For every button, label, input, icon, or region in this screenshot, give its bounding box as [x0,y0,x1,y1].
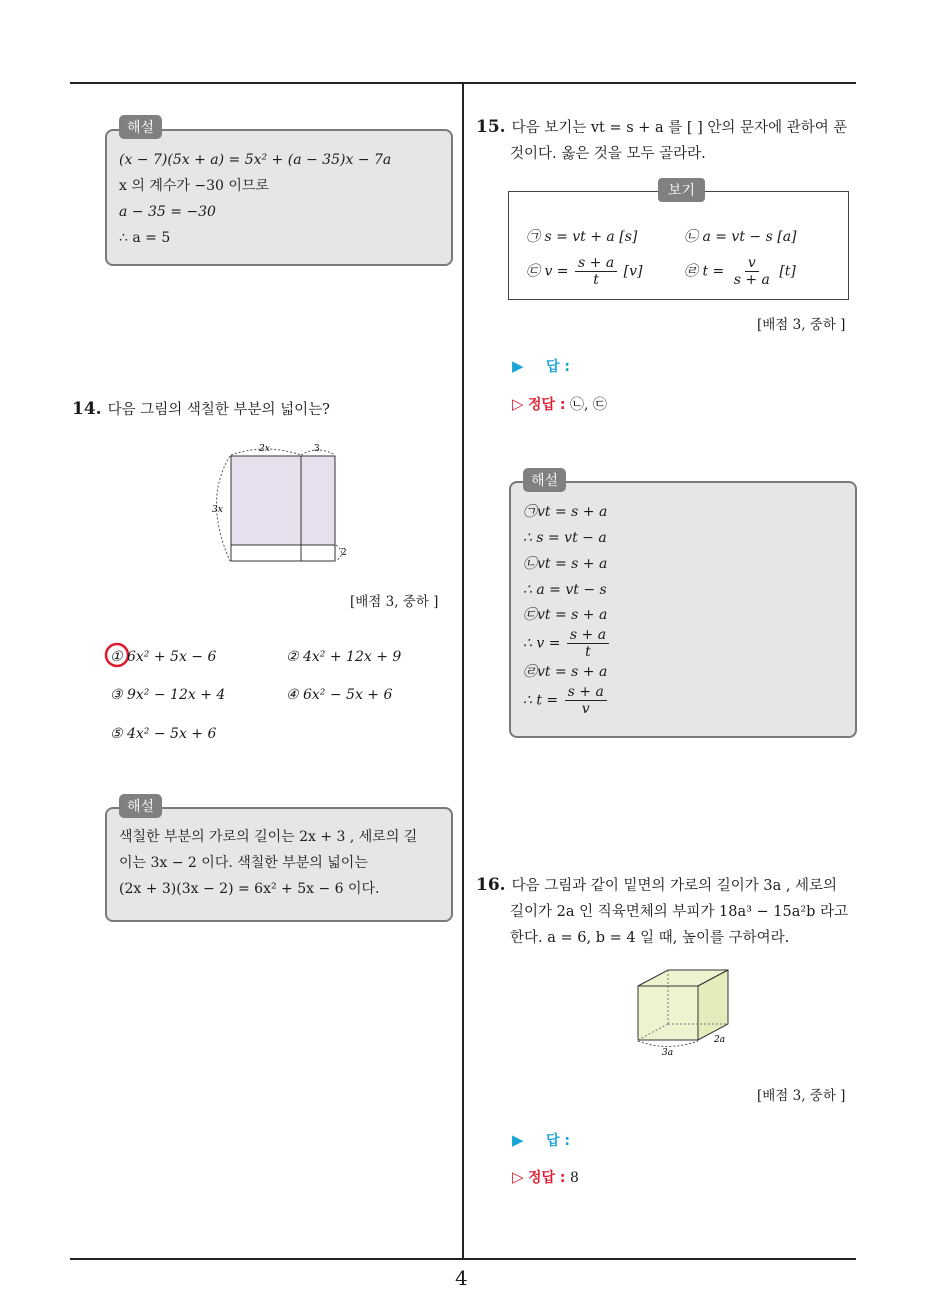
shaded-region [231,456,335,545]
bogi-item-c [526,255,642,288]
q16-correct-row [512,1167,579,1187]
bogi-item-d [684,255,796,288]
solution-line: ∴ s = vt − a [523,530,607,546]
q14-figure [205,440,355,570]
width-brace [638,1041,698,1047]
solution-line: a − 35 = −30 [119,204,216,220]
frac-den: v [581,701,590,717]
solution-prefix: ∴ t = [523,692,559,709]
bottom-rule [70,1258,856,1260]
solution-line: ㉡vt = s + a [523,556,608,572]
correct-value: 8 [569,1170,579,1186]
answer-label: 답 : [546,359,570,375]
choice-4[interactable]: ④ 6x² − 5x + 6 [286,687,393,703]
column-divider [462,84,464,1259]
bogi-d-den: s + a [733,272,770,288]
q14-solution-box [105,807,453,922]
q15-correct-row [512,394,607,414]
q15-answer-row [512,356,570,376]
bogi-c-prefix: ㉢ v = [526,263,569,280]
q16-answer-row [512,1130,570,1150]
solution-tag: 해설 [119,115,162,139]
solution-frac-line [523,684,611,717]
bogi-item-b: ㉡ a = vt − s [a] [684,229,797,245]
correct-value: ㉡, ㉢ [569,397,607,413]
solution-frac-line [523,627,611,660]
bogi-d-num: v [745,255,759,272]
bottom-strip [231,545,335,561]
solution-tag: 해설 [523,468,566,492]
play-icon: ▶ [512,357,524,375]
q16-question [476,872,861,951]
solution-prefix: ∴ v = [523,635,561,652]
question-number: 14. [72,399,102,419]
q15-question [476,114,861,167]
solution-line: 색칠한 부분의 가로의 길이는 2x + 3 , 세로의 길 [119,829,418,845]
solution-line: 이는 3x − 2 이다. 색칠한 부분의 넓이는 [119,855,368,871]
bogi-c-den: t [593,272,599,288]
question-text-cont: 길이가 2a 인 직육면체의 부피가 18a³ − 15a²b 라고 [510,904,849,920]
q15-score: [배점 3, 중하 ] [757,317,846,333]
bogi-c-suffix: [v] [623,263,643,280]
choice-1[interactable]: ① 6x² + 5x − 6 [110,649,217,665]
question-text: 다음 그림과 같이 밑면의 가로의 길이가 3a , 세로의 [511,878,838,894]
correct-triangle-icon: ▷ [512,1168,524,1186]
frac-num: s + a [567,627,609,644]
choice-5[interactable]: ⑤ 4x² − 5x + 6 [110,726,217,742]
question-text-cont: 한다. a = 6, b = 4 일 때, 높이를 구하여라. [510,930,790,946]
solution-line: (2x + 3)(3x − 2) = 6x² + 5x − 6 이다. [119,881,380,897]
bogi-tag: 보기 [658,178,705,202]
q14-question [72,396,330,423]
label-2x: 2x [259,444,270,454]
solution-line: ∴ a = vt − s [523,582,607,598]
q16-cuboid-figure [628,962,738,1062]
solution-line: ∴ a = 5 [119,230,171,246]
solution-line: (x − 7)(5x + a) = 5x² + (a − 35)x − 7a [119,152,392,168]
q15-solution-box [509,481,857,738]
label-3a: 3a [662,1048,674,1058]
label-2: 2 [341,548,347,558]
correct-label: 정답 : [528,1170,566,1186]
correct-triangle-icon: ▷ [512,395,524,413]
question-text: 다음 그림의 색칠한 부분의 넓이는? [107,402,330,418]
bogi-item-a: ㉠ s = vt + a [s] [526,229,638,245]
bogi-d-suffix: [t] [779,263,796,280]
label-2a: 2a [714,1035,726,1045]
question-text-cont: 것이다. 옳은 것을 모두 골라라. [510,146,706,162]
label-3: 3 [314,444,320,454]
solution-line: ㉠vt = s + a [523,504,608,520]
choice-3[interactable]: ③ 9x² − 12x + 4 [110,687,226,703]
answer-label: 답 : [546,1133,570,1149]
page-number: 4 [455,1266,468,1290]
solution-line: ㉢vt = s + a [523,607,608,623]
q14-score: [배점 3, 중하 ] [350,594,439,610]
frac-num: s + a [565,684,607,701]
frac-den: t [585,644,591,660]
bogi-d-prefix: ㉣ t = [684,263,725,280]
question-number: 15. [476,117,506,137]
solution-tag: 해설 [119,794,162,818]
play-icon: ▶ [512,1131,524,1149]
q13-solution-box [105,129,453,266]
bogi-c-num: s + a [575,255,617,272]
solution-line: x 의 계수가 −30 이므로 [119,178,269,194]
solution-line: ㉣vt = s + a [523,664,608,680]
question-number: 16. [476,875,506,895]
question-text: 다음 보기는 vt = s + a 를 [ ] 안의 문자에 관하여 푼 [511,120,848,136]
choice-2[interactable]: ② 4x² + 12x + 9 [286,649,402,665]
label-3x: 3x [212,505,223,515]
q16-score: [배점 3, 중하 ] [757,1088,846,1104]
correct-label: 정답 : [528,397,566,413]
